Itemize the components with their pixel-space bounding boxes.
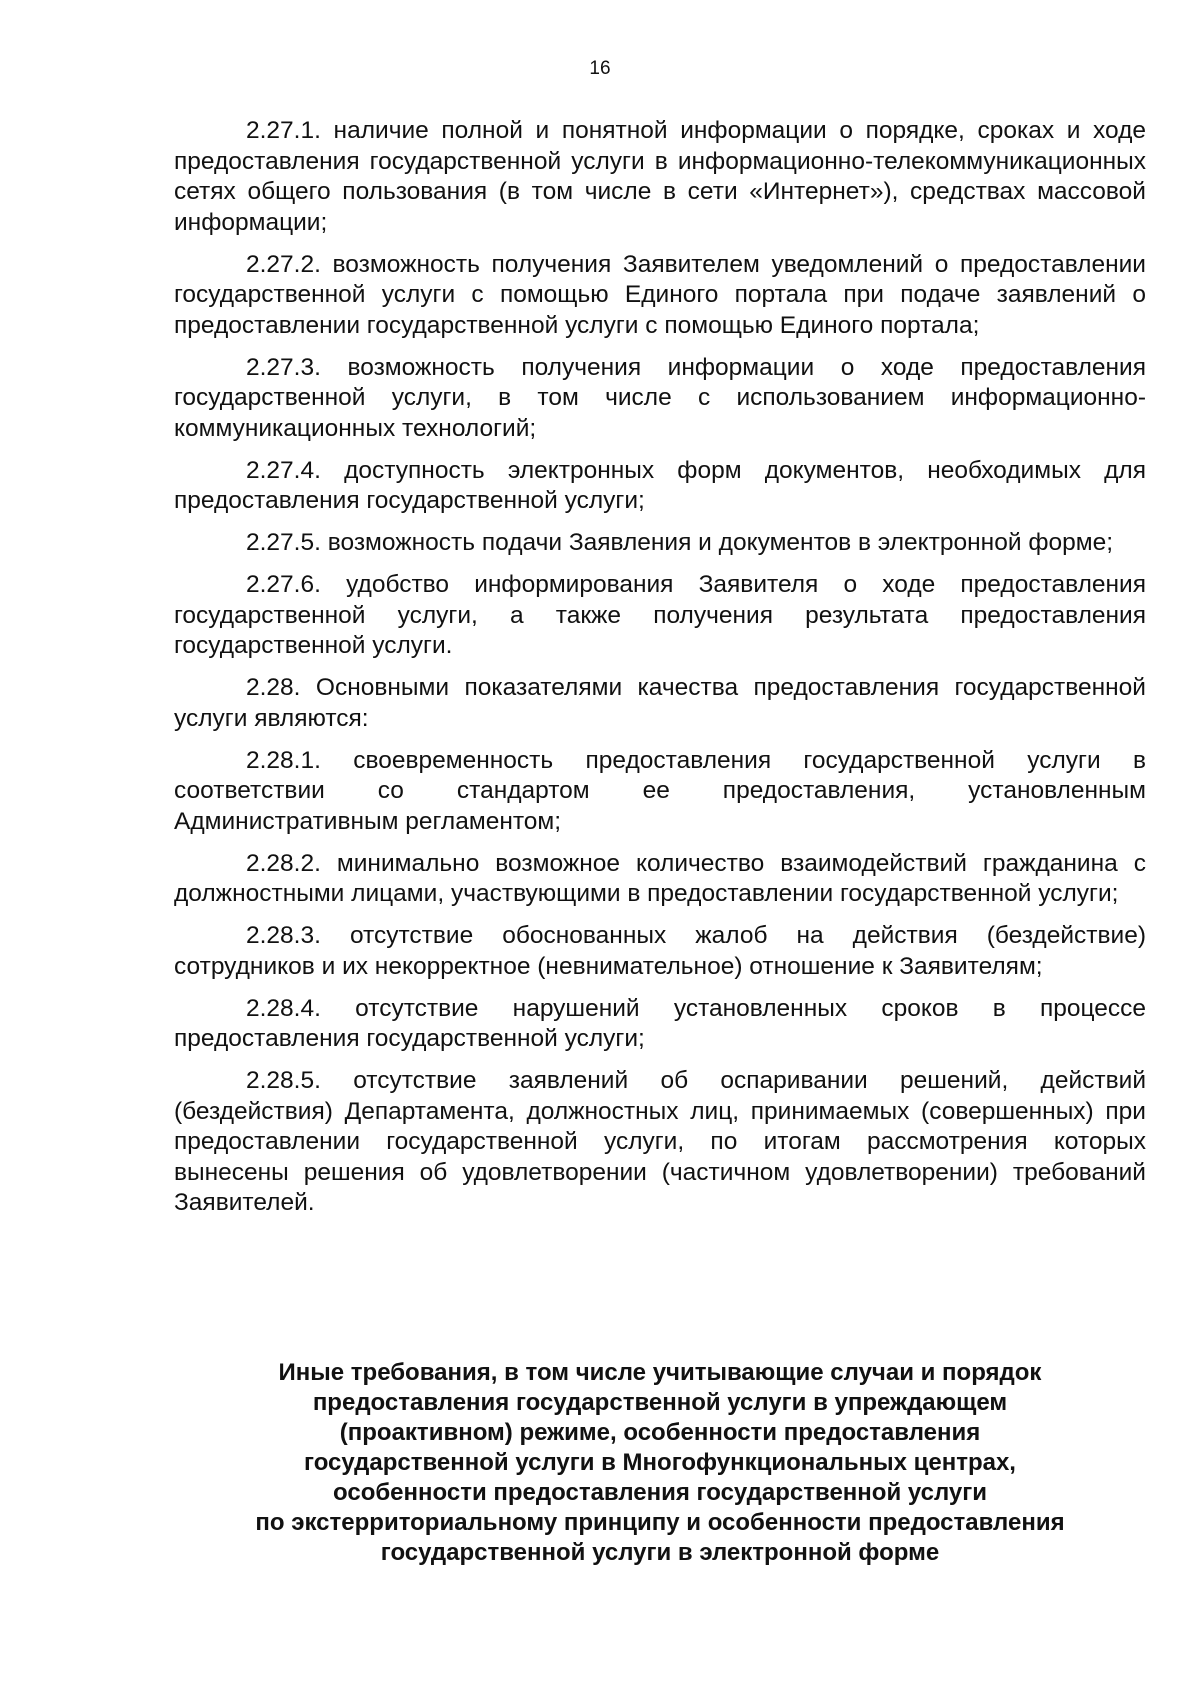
page-number: 16 — [589, 58, 611, 79]
paragraph-2-27-2: 2.27.2. возможность получения Заявителем уведомлений о предоставлении государственной услуги с помощью Единого портала при подаче заявлений о предоставлении государственной услуги с помощью Единого портала; — [174, 250, 1146, 339]
paragraph-2-27-6: 2.27.6. удобство информирования Заявителя о ходе предоставления государственной услуги, а также получения результата предоставления государственной услуги. — [174, 571, 1146, 659]
section-heading-line: Иные требования, в том числе учитывающие случаи и порядок — [278, 1359, 1042, 1386]
paragraph-2-28-3: 2.28.3. отсутствие обоснованных жалоб на действия (бездействие) сотрудников и их некорректное (невнимательное) отношение к Заявителям; — [174, 922, 1146, 980]
paragraph-2-28-4: 2.28.4. отсутствие нарушений установленных сроков в процессе предоставления государственной услуги; — [174, 994, 1146, 1052]
paragraph-2-28-2: 2.28.2. минимально возможное количество взаимодействий гражданина с должностными лицами, участвующими в предоставлении государственной услуги; — [174, 849, 1146, 907]
paragraph-2-27-4: 2.27.4. доступность электронных форм документов, необходимых для предоставления государственной услуги; — [174, 456, 1146, 514]
section-heading-line: особенности предоставления государственной услуги — [333, 1479, 987, 1506]
paragraph-2-27-5: 2.27.5. возможность подачи Заявления и документов в электронной форме; — [246, 529, 1113, 556]
section-heading — [174, 1358, 1146, 1568]
paragraph-2-28: 2.28. Основными показателями качества предоставления государственной услуги являются: — [174, 674, 1146, 732]
paragraph-2-28-5: 2.28.5. отсутствие заявлений об оспаривании решений, действий (бездействия) Департамента, должностных лиц, принимаемых (совершенных) при предоставлении государственной услуги, по итогам рассмотрения которых вынесены решения об удовлетворении (частичном удовлетворении) требований Заявителей. — [174, 1067, 1146, 1216]
paragraph-2-27-3: 2.27.3. возможность получения информации о ходе предоставления государственной услуги, в том числе с использованием информационно-коммуникационных технологий; — [174, 353, 1146, 442]
section-heading-line: предоставления государственной услуги в упреждающем — [312, 1389, 1008, 1416]
document-body — [174, 116, 1146, 1230]
section-heading-line: государственной услуги в электронной форме — [380, 1539, 940, 1566]
section-heading-line: по экстерриториальному принципу и особенности предоставления — [255, 1509, 1065, 1536]
section-heading-line: (проактивном) режиме, особенности предоставления — [339, 1419, 981, 1446]
paragraph-2-28-1: 2.28.1. своевременность предоставления государственной услуги в соответствии со стандартом ее предоставления, установленным Административным регламентом; — [174, 746, 1146, 835]
section-heading-line: государственной услуги в Многофункциональных центрах, — [304, 1449, 1016, 1476]
paragraph-2-27-1: 2.27.1. наличие полной и понятной информации о порядке, сроках и ходе предоставления государственной услуги в информационно-телекоммуникационных сетях общего пользования (в том числе в сети «Интернет»), средствах массовой информации; — [174, 117, 1146, 236]
